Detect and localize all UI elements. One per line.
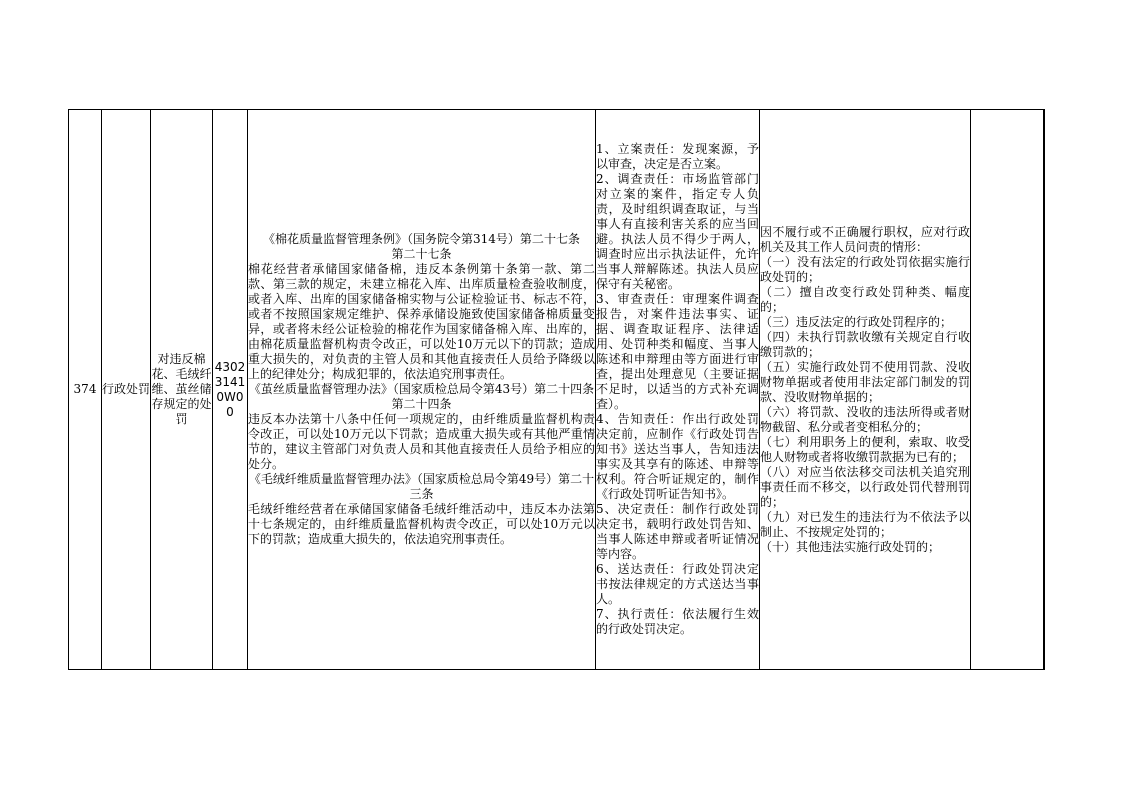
accountability-item: （一）没有法定的行政处罚依据实施行政处罚的； (760, 254, 970, 284)
responsibility-item: 7、执行责任：依法履行生效的行政处罚决定。 (596, 607, 759, 636)
accountability-item: （六）将罚款、没收的违法所得或者财物截留、私分或者变相私分的； (760, 404, 970, 434)
responsibility-item: 1、立案责任：发现案源，予以审查，决定是否立案。 (596, 142, 759, 171)
responsibility-item: 5、决定责任：制作行政处罚决定书，载明行政处罚告知、当事人陈述申辩或者听证情况等内容。 (596, 502, 759, 561)
table-row (69, 110, 1045, 670)
accountability-item: （二）擅自改变行政处罚种类、幅度的； (760, 284, 970, 314)
legal-basis-paragraph: 违反本办法第十八条中任何一项规定的，由纤维质量监督机构责令改正，可以处10万元以下罚款；造成重大损失或有其他严重情节的，建议主管部门对负责人员和其他直接责任人员给予相应的处分。 (248, 412, 595, 471)
legal-basis-paragraph: 《茧丝质量监督管理办法》（国家质检总局令第43号）第二十四条 (248, 382, 595, 396)
trailing-border (1044, 110, 1045, 670)
legal-basis-cell (248, 110, 596, 670)
responsibility-item: 6、送达责任：行政处罚决定书按法律规定的方式送达当事人。 (596, 562, 759, 606)
power-code: 43023141 0W00 (213, 110, 248, 670)
legal-basis-paragraph: 第二十七条 (391, 247, 452, 261)
power-category: 行政处罚 (102, 110, 151, 670)
legal-basis-text (248, 232, 595, 547)
accountability-item: 因不履行或不正确履行职权，应对行政机关及其工作人员问责的情形： (760, 224, 970, 254)
power-list-table (68, 109, 1045, 670)
accountability-item: （七）利用职务上的便利，索取、收受他人财物或者将收缴罚款据为已有的； (760, 434, 970, 464)
legal-basis-paragraph: 第二十四条 (391, 397, 452, 411)
legal-basis-paragraph: 毛绒纤维经营者在承储国家储备毛绒纤维活动中，违反本办法第十七条规定的，由纤维质量监督机构责令改正，可以处10万元以下的罚款；造成重大损失的，依法追究刑事责任。 (248, 502, 595, 546)
responsibility-cell (596, 110, 760, 670)
accountability-item: （八）对应当依法移交司法机关追究刑事责任而不移交，以行政处罚代替刑罚的； (760, 464, 970, 509)
legal-basis-paragraph: 《棉花质量监督管理条例》（国务院令第314号）第二十七条 (263, 232, 580, 246)
accountability-item: （三）违反法定的行政处罚程序的； (760, 314, 953, 329)
remarks-cell (971, 110, 1044, 670)
accountability-item: （四）未执行罚款收缴有关规定自行收缴罚款的； (760, 329, 970, 359)
responsibility-item: 3、审查责任：审理案件调查报告，对案件违法事实、证据、调查取证程序、法律适用、处罚种类和幅度、当事人陈述和申辩理由等方面进行审查，提出处理意见（主要证据不足时，以适当的方式补充调查）。 (596, 292, 759, 411)
row-number: 374 (69, 110, 102, 670)
power-item-name: 对违反棉花、毛绒纤维、茧丝储存规定的处罚 (151, 110, 213, 670)
accountability-item: （十）其他违法实施行政处罚的； (760, 539, 941, 554)
responsibility-list (596, 142, 759, 637)
responsibility-item: 4、告知责任：作出行政处罚决定前，应制作《行政处罚告知书》送达当事人，告知违法事实及其享有的陈述、申辩等权利。符合听证规定的，制作《行政处罚听证告知书》。 (596, 412, 759, 501)
accountability-item: （五）实施行政处罚不使用罚款、没收财物单据或者使用非法定部门制发的罚款、没收财物单据的； (760, 359, 970, 404)
accountability-list (760, 225, 970, 555)
accountability-cell (760, 110, 971, 670)
legal-basis-paragraph: 棉花经营者承储国家储备棉，违反本条例第十条第一款、第二款、第三款的规定，未建立棉花入库、出库质量检查验收制度，或者入库、出库的国家储备棉实物与公证检验证书、标志不符，或者不按照国家规定维护、保养承储设施致使国家储备棉质量变异，或者将未经公证检验的棉花作为国家储备棉入库、出库的，由棉花质量监督机构责令改正，可以处10万元以下的罚款；造成重大损失的，对负责的主管人员和其他直接责任人员给予降级以上的纪律处分；构成犯罪的，依法追究刑事责任。 (248, 262, 595, 381)
accountability-item: （九）对已发生的违法行为不依法予以制止、不按规定处罚的； (760, 509, 970, 539)
responsibility-item: 2、调查责任：市场监管部门对立案的案件，指定专人负责，及时组织调查取证，与当事人有直接利害关系的应当回避。执法人员不得少于两人，调查时应出示执法证件，允许当事人辩解陈述。执法人员应保守有关秘密。 (596, 172, 759, 291)
legal-basis-paragraph: 《毛绒纤维质量监督管理办法》（国家质检总局令第49号）第二十三条 (248, 472, 595, 501)
